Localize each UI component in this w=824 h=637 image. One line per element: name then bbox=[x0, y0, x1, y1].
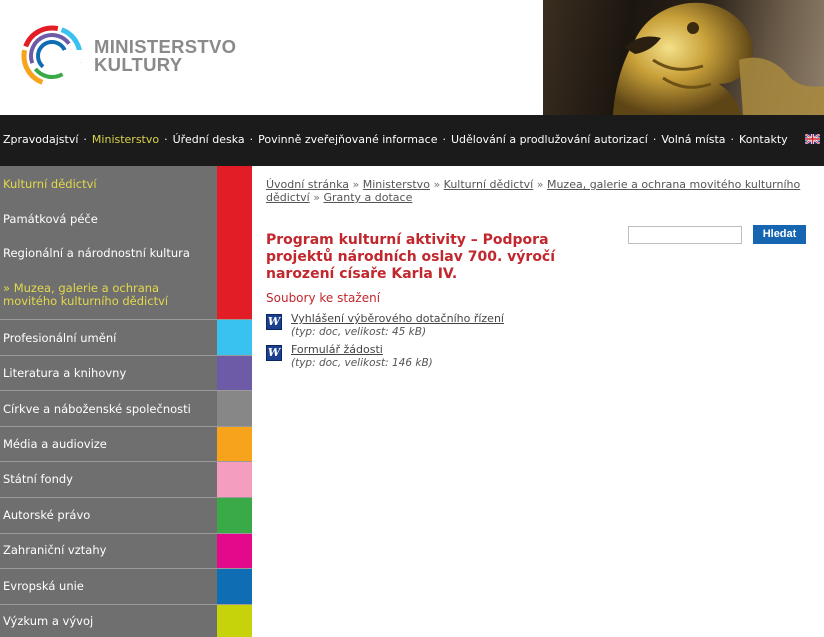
breadcrumb-link-granty-dotace[interactable]: Granty a dotace bbox=[323, 191, 413, 204]
header-banner-image bbox=[543, 0, 824, 115]
nav-item-ministerstvo[interactable]: Ministerstvo bbox=[91, 133, 160, 146]
nav-separator: · bbox=[442, 133, 446, 146]
word-doc-icon[interactable]: W bbox=[267, 315, 281, 328]
sidebar-item-label: Evropská unie bbox=[3, 579, 84, 593]
breadcrumb-link-muzea-galerie[interactable]: Muzea, galerie a ochrana movitého kulturního dědictví bbox=[266, 178, 801, 204]
nav-separator: · bbox=[83, 133, 87, 146]
sidebar-item-label: Památková péče bbox=[3, 212, 98, 226]
search-input[interactable] bbox=[628, 226, 742, 244]
sidebar-color-stripe bbox=[217, 605, 252, 637]
download-file-link[interactable]: Vyhlášení výběrového dotačního řízení bbox=[291, 312, 504, 325]
sidebar-color-stripe bbox=[217, 201, 252, 236]
logo-text[interactable] bbox=[94, 38, 236, 74]
sidebar-item-profesionalni-umeni[interactable] bbox=[0, 320, 252, 355]
sidebar-color-stripe bbox=[217, 166, 252, 201]
nav-separator: · bbox=[164, 133, 168, 146]
sidebar-item-label: Literatura a knihovny bbox=[3, 366, 127, 380]
nav-item-uredni-deska[interactable]: Úřední deska bbox=[172, 133, 245, 146]
nav-list bbox=[3, 133, 788, 146]
search-button[interactable]: Hledat bbox=[753, 225, 806, 244]
sidebar-item-label: Zahraniční vztahy bbox=[3, 543, 107, 557]
sidebar-color-stripe bbox=[217, 236, 252, 271]
sidebar-item-label: Média a audiovize bbox=[3, 437, 107, 451]
sidebar-item-media-audiovize[interactable] bbox=[0, 427, 252, 461]
sidebar-color-stripe bbox=[217, 534, 252, 568]
ministry-logo[interactable] bbox=[20, 24, 84, 88]
sidebar-color-stripe bbox=[217, 356, 252, 390]
sidebar-item-label: Profesionální umění bbox=[3, 331, 117, 345]
download-file-meta: (typ: doc, velikost: 146 kB) bbox=[291, 357, 433, 369]
sidebar-color-stripe bbox=[217, 569, 252, 604]
sidebar-color-stripe bbox=[217, 271, 252, 319]
nav-separator: · bbox=[730, 133, 735, 146]
main-navigation bbox=[0, 115, 824, 166]
word-doc-icon[interactable]: W bbox=[267, 346, 281, 359]
downloads-heading: Soubory ke stažení bbox=[266, 291, 381, 305]
sidebar-item-autorske-pravo[interactable] bbox=[0, 498, 252, 533]
site-header bbox=[0, 0, 824, 115]
sidebar-item-cirkve[interactable] bbox=[0, 391, 252, 426]
sidebar-item-vyzkum-vyvoj[interactable] bbox=[0, 605, 252, 637]
sidebar-item-label: Regionální a národnostní kultura bbox=[3, 246, 190, 260]
breadcrumb-link-kulturni-dedictvi[interactable]: Kulturní dědictví bbox=[443, 178, 534, 191]
logo-line-2: KULTURY bbox=[94, 54, 183, 75]
sidebar-item-label: Kulturní dědictví bbox=[3, 177, 97, 191]
sidebar-item-label: Autorské právo bbox=[3, 508, 91, 522]
sidebar-item-pamatkova-pece[interactable] bbox=[0, 201, 252, 236]
breadcrumb-separator: » bbox=[536, 178, 544, 191]
golden-lion-statue-image bbox=[543, 0, 824, 115]
sidebar-item-label: Výzkum a vývoj bbox=[3, 614, 94, 628]
sidebar-color-stripe bbox=[217, 498, 252, 533]
sidebar-color-stripe bbox=[217, 462, 252, 497]
nav-item-autorizace[interactable]: Udělování a prodlužování autorizací bbox=[450, 133, 648, 146]
sidebar-item-label: Církve a náboženské společnosti bbox=[3, 402, 191, 416]
sidebar bbox=[0, 166, 252, 637]
nav-item-povinne-informace[interactable]: Povinně zveřejňované informace bbox=[258, 133, 438, 146]
nav-item-kontakty[interactable]: Kontakty bbox=[739, 133, 788, 146]
breadcrumb-link-home[interactable]: Úvodní stránka bbox=[266, 178, 349, 191]
download-file-meta: (typ: doc, velikost: 45 kB) bbox=[291, 326, 427, 338]
sidebar-item-statni-fondy[interactable] bbox=[0, 462, 252, 497]
breadcrumb-separator: » bbox=[433, 178, 441, 191]
sidebar-item-label: Státní fondy bbox=[3, 472, 73, 486]
sidebar-item-kulturni-dedictvi[interactable] bbox=[0, 166, 252, 201]
breadcrumb-separator: » bbox=[352, 178, 360, 191]
logo-line-1: MINISTERSTVO bbox=[94, 36, 237, 57]
sidebar-item-muzea-galerie[interactable] bbox=[0, 271, 252, 319]
breadcrumb bbox=[266, 178, 806, 204]
sidebar-item-label: » Muzea, galerie a ochrana movitého kulturního dědictví bbox=[3, 281, 169, 308]
breadcrumb-link-ministerstvo[interactable]: Ministerstvo bbox=[362, 178, 430, 191]
sidebar-item-evropska-unie[interactable] bbox=[0, 569, 252, 604]
sidebar-item-literatura-knihovny[interactable] bbox=[0, 356, 252, 390]
nav-item-volna-mista[interactable]: Volná místa bbox=[661, 133, 726, 146]
page-title: Program kulturní aktivity – Podpora projektů národních oslav 700. výročí narození císaře Karla IV. bbox=[266, 232, 556, 282]
breadcrumb-separator: » bbox=[313, 191, 320, 204]
nav-separator: · bbox=[249, 133, 254, 146]
sidebar-color-stripe bbox=[217, 320, 252, 355]
sidebar-item-zahranicni-vztahy[interactable] bbox=[0, 534, 252, 568]
sidebar-item-regionalni-kultura[interactable] bbox=[0, 236, 252, 271]
uk-flag-icon[interactable] bbox=[805, 134, 820, 144]
download-file-link[interactable]: Formulář žádosti bbox=[291, 343, 383, 356]
nav-item-zpravodajstvi[interactable]: Zpravodajství bbox=[3, 133, 79, 146]
nav-separator: · bbox=[652, 133, 657, 146]
sidebar-color-stripe bbox=[217, 427, 252, 461]
sidebar-color-stripe bbox=[217, 391, 252, 426]
